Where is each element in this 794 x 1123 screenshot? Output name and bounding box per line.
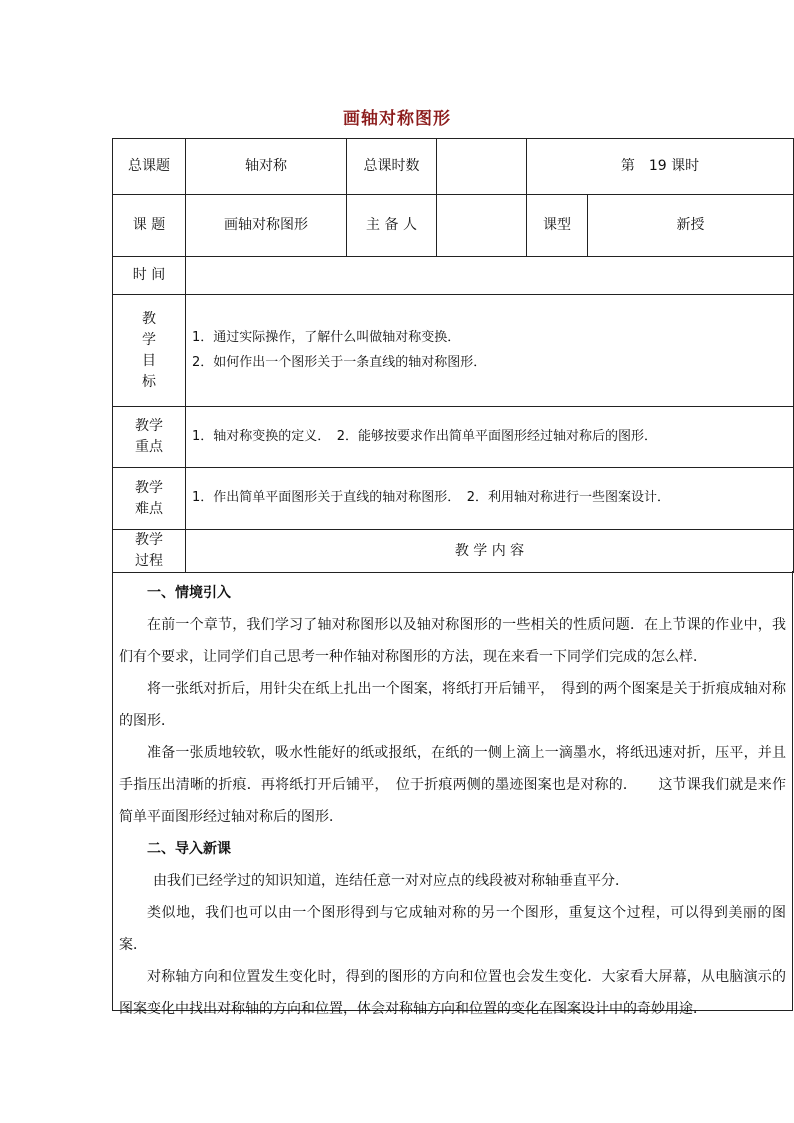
value-total-topic: 轴对称 [186,139,347,195]
table-row [113,530,794,573]
paragraph: 对称轴方向和位置发生变化时，得到的图形的方向和位置也会发生变化．大家看大屏幕，从电脑演示的图案变化中找出对称轴的方向和位置，体会对称轴方向和位置的变化在图案设计中的奇妙用途． [119,969,786,1017]
value-time [186,257,794,295]
table-row [113,195,794,257]
goal-item: 1．通过实际操作，了解什么叫做轴对称变换． [192,329,461,345]
table-row [113,468,794,530]
paragraph: 在前一个章节，我们学习了轴对称图形以及轴对称图形的一些相关的性质问题．在上节课的作业中，我们有个要求，让同学们自己思考一种作轴对称图形的方法，现在来看一下同学们完成的怎么样． [119,617,786,665]
goal-item: 2．如何作出一个图形关于一条直线的轴对称图形． [192,354,487,370]
table-row [113,407,794,468]
document-title: 画轴对称图形 [343,109,451,129]
section-heading: 一、情境引入 [147,585,231,601]
value-key-points: 1．轴对称变换的定义． 2．能够按要求作出简单平面图形经过轴对称后的图形． [186,407,794,468]
teaching-content [112,571,793,1017]
paragraph: 由我们已经学过的知识知道，连结任意一对对应点的线段被对称轴垂直平分． [153,873,629,889]
label-lesson-type: 课型 [527,195,588,257]
table-row [113,139,794,195]
label-total-topic: 总课题 [113,139,186,195]
value-lesson-type: 新授 [588,195,794,257]
paragraph: 类似地，我们也可以由一个图形得到与它成轴对称的另一个图形，重复这个过程，可以得到美丽的图案． [119,905,786,953]
label-difficulties: 教学 难点 [113,468,186,530]
label-topic: 课 题 [113,195,186,257]
paragraph: 准备一张质地较软，吸水性能好的纸或报纸，在纸的一侧上滴上一滴墨水，将纸迅速对折，压平，并且手指压出清晰的折痕．再将纸打开后铺平， 位于折痕两侧的墨迹图案也是对称的． 这节课我们就是来作简单平面图形经过轴对称后的图形． [119,745,786,825]
paragraph: 将一张纸对折后，用针尖在纸上扎出一个图案，将纸打开后铺平， 得到的两个图案是关于折痕成轴对称的图形． [119,681,786,729]
value-topic: 画轴对称图形 [186,195,347,257]
label-time: 时 间 [113,257,186,295]
label-teaching-goals: 教 学 目 标 [113,295,186,407]
value-lesson-number: 第 19 课时 [527,139,794,195]
value-difficulties: 1．作出简单平面图形关于直线的轴对称图形． 2．利用轴对称进行一些图案设计． [186,468,794,530]
value-preparer [437,195,527,257]
value-teaching-goals [186,295,794,407]
label-key-points: 教学 重点 [113,407,186,468]
section-heading: 二、导入新课 [147,841,231,857]
table-row [113,295,794,407]
table-row [113,257,794,295]
lesson-info-table [112,138,794,573]
value-total-hours [437,139,527,195]
label-teaching-process: 教学 过程 [113,530,186,573]
label-total-hours: 总课时数 [347,139,437,195]
label-preparer: 主 备 人 [347,195,437,257]
value-teaching-content-header: 教 学 内 容 [186,530,794,573]
